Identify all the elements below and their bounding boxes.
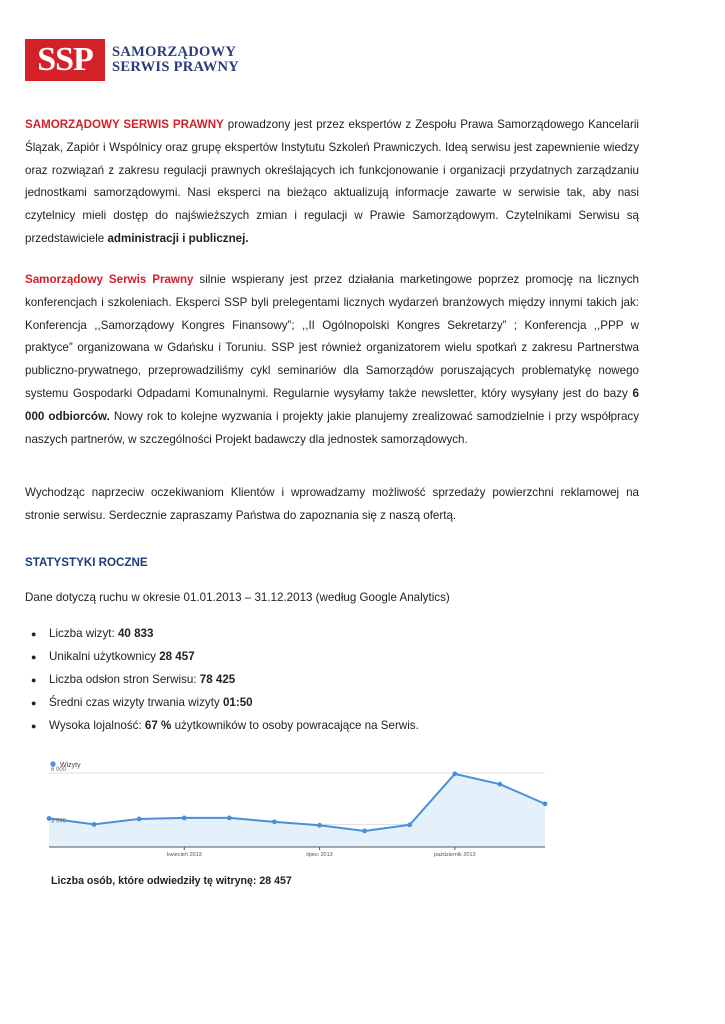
x-tick-label: kwiecień 2013 [166, 852, 202, 858]
data-point [272, 819, 277, 824]
stat-value: 01:50 [222, 696, 253, 709]
stat-label: Wysoka lojalność: [49, 719, 145, 732]
visits-chart [44, 756, 554, 858]
stat-value: 28 457 [159, 650, 195, 663]
y-tick-label: 3 000 [51, 818, 67, 825]
bullet-icon: ● [31, 675, 37, 685]
data-point [452, 771, 457, 776]
bullet-icon: ● [31, 698, 37, 708]
list-item [25, 624, 419, 647]
stats-note: Dane dotyczą ruchu w okresie 01.01.2013 – 31.12.2013 (według Google Analytics) [25, 591, 450, 604]
brand-name: SAMORZĄDOWY SERWIS PRAWNY [25, 118, 224, 131]
brand-name-2: Samorządowy Serwis Prawny [25, 273, 194, 286]
stat-value: 40 833 [117, 627, 154, 640]
data-point [317, 823, 322, 828]
data-point [498, 782, 503, 787]
x-tick-labels [167, 847, 476, 858]
stat-label: Liczba wizyt: [49, 627, 118, 640]
x-tick-label: październik 2013 [434, 852, 476, 858]
bullet-icon: ● [31, 721, 37, 731]
legend-label: Wizyty [60, 762, 81, 769]
stat-label: Liczba odsłon stron Serwisu: [49, 673, 200, 686]
intro-text: prowadzony jest przez ekspertów z Zespołu Prawa Samorządowego Kancelarii Ślązak, Zapiór i Wspólnicy oraz grupę ekspertów Instytutu Szkoleń Prawniczych. Ideą serwisu jest zapewnienie wiedzy oraz rozwiązań z zakresu regulacji prawnych określających ich funkcjonowanie i organizacji przydatnych zarządzaniu jednostkami samorządowymi. Nasi eksperci na bieżąco aktualizują informacje zawarte w serwisie tak, aby nasi czytelnicy mieli dostęp do najświeższych zmian i regulacji w Prawie Samorządowym. Czytelnikami Serwisu są przedstawiciele [25, 118, 639, 245]
stat-value: 67 % [144, 719, 172, 732]
logo-abbr: SSP [25, 39, 105, 81]
intro-paragraph [25, 114, 639, 251]
stats-list [25, 624, 419, 739]
data-point [182, 816, 187, 821]
data-point [543, 801, 548, 806]
legend-dot [50, 761, 55, 766]
logo-line-2: SERWIS PRAWNY [112, 59, 240, 75]
y-tick-label: 6 000 [51, 767, 67, 773]
x-tick-label: lipiec 2013 [306, 852, 333, 858]
stat-label: Średni czas wizyty trwania wizyty [49, 696, 223, 709]
chart-caption: Liczba osób, które odwiedziły tę witrynę: 28 457 [51, 875, 292, 887]
bullet-icon: ● [31, 652, 37, 662]
stat-suffix: użytkowników to osoby powracające na Serwis. [171, 719, 419, 732]
marketing-text: silnie wspierany jest przez działania marketingowe poprzez promocję na licznych konferencjach i szkoleniach. Eksperci SSP byli prelegentami licznych wydarzeń branżowych między innymi takich jak: Konferencja ,,Samorządowy Kongres Finansowy”; ,,II Ogólnopolski Kongres Sekretarzy” ; Konferencja ,,PPP w praktyce” organizowana w Gdańsku i Toruniu. SSP jest również organizatorem wielu spotkań z zakresu Partnerstwa publiczno-prywatnego, przeprowadziliśmy cykl seminariów dla Samorządów poruszających problematykę nowego systemu Gospodarki Odpadami Komunalnymi. Regularnie wysyłamy także newsletter, który wysyłany jest do bazy [25, 273, 639, 400]
stats-heading: STATYSTYKI ROCZNE [25, 556, 148, 569]
stat-label: Unikalni użytkownicy [49, 650, 160, 663]
data-point [362, 829, 367, 834]
data-point [137, 817, 142, 822]
data-point [227, 816, 232, 821]
list-item [25, 670, 419, 693]
logo-wordmark [112, 45, 239, 75]
marketing-text-2: Nowy rok to kolejne wyzwania i projekty jakie planujemy zrealizować samodzielnie i przy współpracy naszych partnerów, w szczególności Projekt badawczy dla jednostek samorządowych. [25, 409, 639, 446]
list-item [25, 693, 419, 716]
data-point [92, 822, 97, 827]
ssp-logo [25, 39, 239, 81]
intro-bold: administracji i publicznej. [107, 231, 249, 245]
offer-paragraph: Wychodząc naprzeciw oczekiwaniom Klientów i wprowadzamy możliwość sprzedaży powierzchni reklamowej na stronie serwisu. Serdecznie zapraszamy Państwa do zapoznania się z naszą ofertą. [25, 486, 639, 522]
stat-value: 78 425 [199, 673, 236, 686]
list-item [25, 716, 419, 739]
list-item [25, 647, 419, 670]
series-area [49, 774, 545, 847]
logo-line-1: SAMORZĄDOWY [112, 44, 237, 60]
newsletter-count: 6 000 odbiorców. [25, 386, 639, 423]
bullet-icon: ● [31, 629, 37, 639]
y-tick-labels [51, 767, 67, 824]
marketing-paragraph [25, 269, 639, 451]
data-point [407, 822, 412, 827]
